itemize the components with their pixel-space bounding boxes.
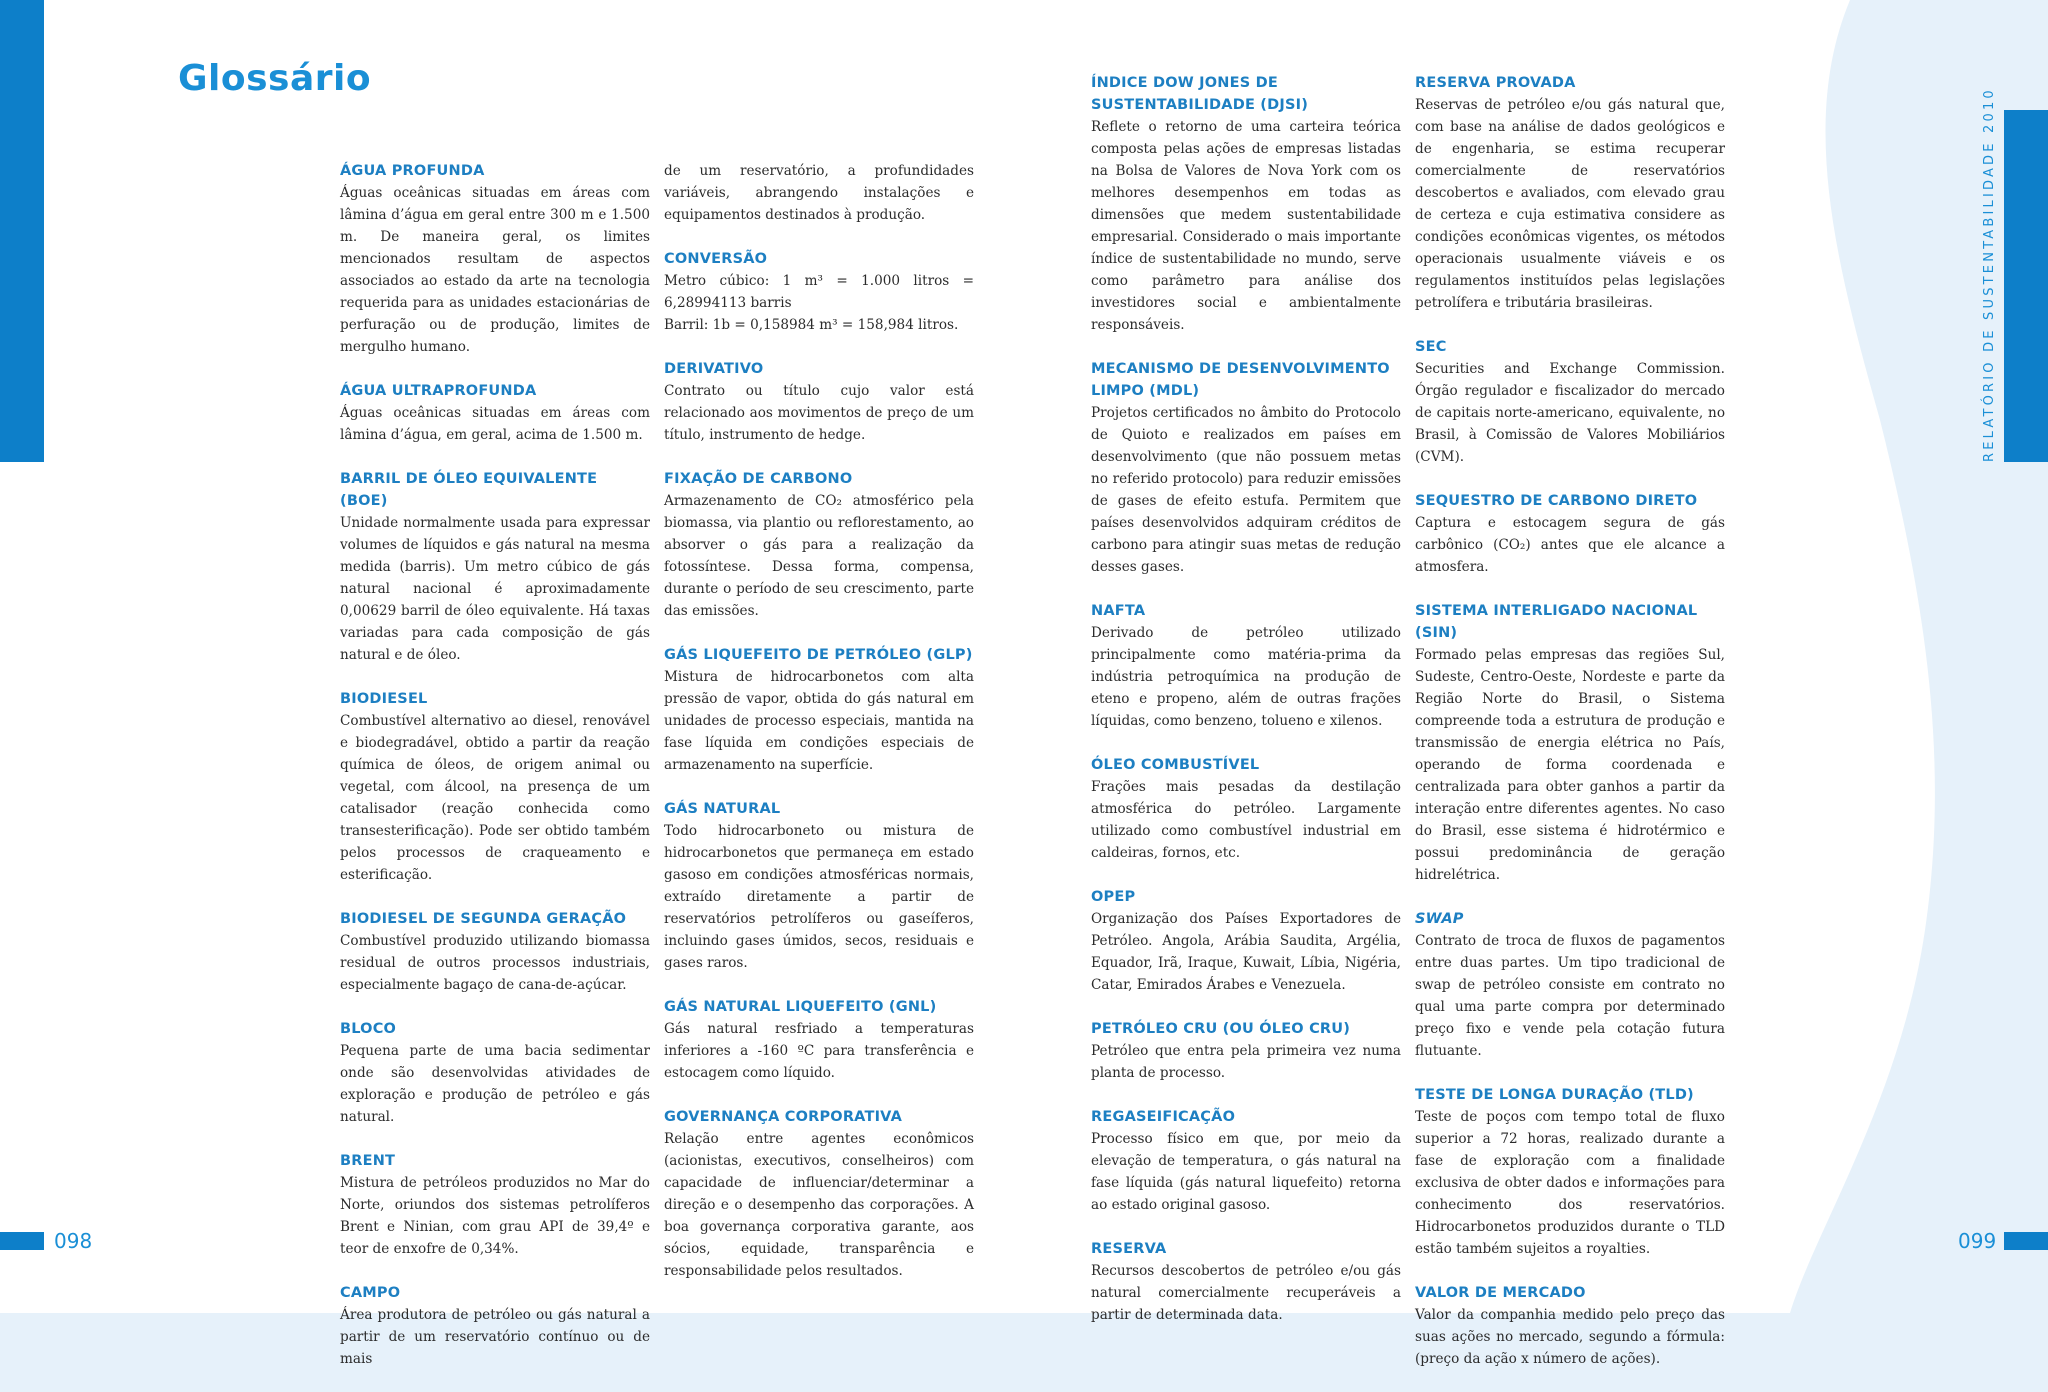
report-side-label: RELATÓRIO DE SUSTENTABILIDADE 2010	[1982, 87, 1997, 462]
glossary-definition: Mistura de hidrocarbonetos com alta pressão de vapor, obtida do gás natural em unidades de processo especiais, mantida na fase líquida em condições especiais de armazenamento na superfície.	[664, 669, 974, 773]
glossary-entry	[664, 248, 974, 336]
glossary-entry	[664, 468, 974, 622]
glossary-definition: Pequena parte de uma bacia sedimentar onde são desenvolvidas atividades de exploração e produção de petróleo e gás natural.	[340, 1043, 650, 1125]
glossary-definition: Securities and Exchange Commission. Órgão regulador e fiscalizador do mercado de capitais norte-americano, equivalente, no Brasil, à Comissão de Valores Mobiliários (CVM).	[1415, 361, 1725, 465]
glossary-definition: Relação entre agentes econômicos (acionistas, executivos, conselheiros) com capacidade de influenciar/determinar a direção e o desempenho das corporações. A boa governança corporativa garante, aos sócios, equidade, transparência e responsabilidade pelos resultados.	[664, 1131, 974, 1279]
glossary-entry	[1091, 358, 1401, 578]
glossary-entry	[1415, 908, 1725, 1062]
glossary-definition: Águas oceânicas situadas em áreas com lâmina d’água, em geral, acima de 1.500 m.	[340, 405, 650, 443]
glossary-term: BIODIESEL DE SEGUNDA GERAÇÃO	[340, 911, 627, 927]
glossary-entry	[340, 1018, 650, 1128]
glossary-term: GOVERNANÇA CORPORATIVA	[664, 1109, 903, 1125]
glossary-term: SEC	[1415, 339, 1447, 355]
column-2	[664, 160, 974, 1304]
glossary-entry	[664, 358, 974, 446]
column-1	[340, 160, 650, 1392]
glossary-definition: Captura e estocagem segura de gás carbônico (CO₂) antes que ele alcance a atmosfera.	[1415, 515, 1725, 575]
glossary-term: VALOR DE MERCADO	[1415, 1285, 1586, 1301]
glossary-term: CAMPO	[340, 1285, 401, 1301]
glossary-term: ÁGUA PROFUNDA	[340, 163, 485, 179]
glossary-definition: Frações mais pesadas da destilação atmosférica do petróleo. Largamente utilizado como combustível industrial em caldeiras, fornos, etc.	[1091, 779, 1401, 861]
glossary-term: ÓLEO COMBUSTÍVEL	[1091, 757, 1260, 773]
glossary-entry	[1091, 754, 1401, 864]
glossary-definition: Teste de poços com tempo total de fluxo superior a 72 horas, realizado durante a fase de exploração com a finalidade exclusiva de obter dados e informações para conhecimento dos reservatórios. Hidrocarbonetos produzidos durante o TLD estão também sujeitos a royalties.	[1415, 1109, 1725, 1257]
glossary-term: ÍNDICE DOW JONES DE SUSTENTABILIDADE (DJSI)	[1091, 75, 1309, 113]
glossary-entry	[340, 1282, 650, 1370]
glossary-entry	[340, 1150, 650, 1260]
column-3	[1091, 72, 1401, 1348]
glossary-entry	[1415, 600, 1725, 886]
glossary-term: RESERVA	[1091, 1241, 1167, 1257]
column-4	[1415, 72, 1725, 1392]
glossary-term: DERIVATIVO	[664, 361, 764, 377]
glossary-term: SISTEMA INTERLIGADO NACIONAL (SIN)	[1415, 603, 1698, 641]
glossary-entry	[1091, 72, 1401, 336]
glossary-entry	[340, 380, 650, 446]
glossary-term: NAFTA	[1091, 603, 1146, 619]
glossary-entry	[1415, 336, 1725, 468]
glossary-definition: Combustível alternativo ao diesel, renovável e biodegradável, obtido a partir da reação química de óleos, de origem animal ou vegetal, com álcool, na presença de um catalisador (reação conhecida como transesterificação). Pode ser obtido também pelos processos de craqueamento e esterificação.	[340, 713, 650, 883]
glossary-entry	[340, 908, 650, 996]
glossary-term: BIODIESEL	[340, 691, 428, 707]
glossary-definition: Contrato ou título cujo valor está relacionado aos movimentos de preço de um título, instrumento de hedge.	[664, 383, 974, 443]
glossary-definition: Petróleo que entra pela primeira vez numa planta de processo.	[1091, 1043, 1401, 1081]
glossary-term: SWAP	[1415, 911, 1464, 927]
glossary-definition: Gás natural resfriado a temperaturas inferiores a -160 ºC para transferência e estocagem como líquido.	[664, 1021, 974, 1081]
page-number-left: 098	[54, 1229, 93, 1253]
glossary-definition: Combustível produzido utilizando biomassa residual de outros processos industriais, especialmente bagaço de cana-de-açúcar.	[340, 933, 650, 993]
glossary-entry	[340, 688, 650, 886]
right-accent-bar	[2004, 110, 2048, 462]
glossary-entry	[664, 644, 974, 776]
glossary-definition: Águas oceânicas situadas em áreas com lâmina d’água em geral entre 300 m e 1.500 m. De maneira geral, os limites mencionados resultam de aspectos associados ao estado da arte na tecnologia requerida para as unidades estacionárias de perfuração ou de produção, limites de mergulho humano.	[340, 185, 650, 355]
glossary-definition: Projetos certificados no âmbito do Protocolo de Quioto e realizados em países em desenvolvimento (que não possuem metas no referido protocolo) para reduzir emissões de gases de efeito estufa. Permitem que países desenvolvidos adquiram créditos de carbono para atingir suas metas de redução desses gases.	[1091, 405, 1401, 575]
glossary-entry	[340, 160, 650, 358]
glossary-definition: Valor da companhia medido pelo preço das suas ações no mercado, segundo a fórmula: (preço da ação x número de ações).	[1415, 1307, 1725, 1367]
glossary-entry	[1091, 600, 1401, 732]
glossary-term: PETRÓLEO CRU (OU ÓLEO CRU)	[1091, 1021, 1351, 1037]
glossary-term: GÁS NATURAL	[664, 801, 781, 817]
glossary-term: FIXAÇÃO DE CARBONO	[664, 471, 853, 487]
page-number-right: 099	[1958, 1229, 1997, 1253]
page-title: Glossário	[178, 58, 372, 99]
glossary-entry	[664, 160, 974, 226]
glossary-definition: Reflete o retorno de uma carteira teórica composta pelas ações de empresas listadas na Bolsa de Valores de Nova York com os melhores desempenhos em todas as dimensões que medem sustentabilidade empresarial. Considerado o mais importante índice de sustentabilidade no mundo, serve como parâmetro para análise dos investidores social e ambientalmente responsáveis.	[1091, 119, 1401, 333]
glossary-entry	[664, 1106, 974, 1282]
glossary-term: BLOCO	[340, 1021, 397, 1037]
right-footer-bar	[2004, 1232, 2048, 1250]
glossary-term: BRENT	[340, 1153, 396, 1169]
glossary-entry	[1415, 1282, 1725, 1370]
glossary-term: SEQUESTRO DE CARBONO DIRETO	[1415, 493, 1698, 509]
glossary-term: REGASEIFICAÇÃO	[1091, 1109, 1236, 1125]
glossary-term: ÁGUA ULTRAPROFUNDA	[340, 383, 537, 399]
glossary-definition: Área produtora de petróleo ou gás natural a partir de um reservatório contínuo ou de mais	[340, 1307, 650, 1367]
glossary-definition: Processo físico em que, por meio da elevação de temperatura, o gás natural na fase líquida (gás natural liquefeito) retorna ao estado original gasoso.	[1091, 1131, 1401, 1213]
glossary-definition: Mistura de petróleos produzidos no Mar do Norte, oriundos dos sistemas petrolíferos Brent e Ninian, com grau API de 39,4º e teor de enxofre de 0,34%.	[340, 1175, 650, 1257]
glossary-definition: Organização dos Países Exportadores de Petróleo. Angola, Arábia Saudita, Argélia, Equador, Irã, Iraque, Kuwait, Líbia, Nigéria, Catar, Emirados Árabes e Venezuela.	[1091, 911, 1401, 993]
glossary-entry	[664, 798, 974, 974]
glossary-term: GÁS NATURAL LIQUEFEITO (GNL)	[664, 999, 937, 1015]
glossary-entry	[1091, 1106, 1401, 1216]
glossary-entry	[1091, 886, 1401, 996]
left-footer-bar	[0, 1232, 44, 1250]
glossary-entry	[1415, 490, 1725, 578]
glossary-entry	[1091, 1018, 1401, 1084]
glossary-term: TESTE DE LONGA DURAÇÃO (TLD)	[1415, 1087, 1694, 1103]
glossary-term: OPEP	[1091, 889, 1136, 905]
glossary-definition: Todo hidrocarboneto ou mistura de hidrocarbonetos que permaneça em estado gasoso em condições atmosféricas normais, extraído diretamente a partir de reservatórios petrolíferos ou gaseíferos, incluindo gases úmidos, secos, residuais e gases raros.	[664, 823, 974, 971]
glossary-definition: Reservas de petróleo e/ou gás natural que, com base na análise de dados geológicos e de engenharia, se estima recuperar comercialmente de reservatórios descobertos e avaliados, com elevado grau de certeza e cuja estimativa considere as condições econômicas vigentes, os métodos operacionais usualmente viáveis e os regulamentos instituídos pelas legislações petrolífera e tributária brasileiras.	[1415, 97, 1725, 311]
left-accent-bar	[0, 0, 44, 462]
continued-definition: de um reservatório, a profundidades variáveis, abrangendo instalações e equipamentos destinados à produção.	[664, 163, 974, 223]
glossary-term: GÁS LIQUEFEITO DE PETRÓLEO (GLP)	[664, 647, 973, 663]
glossary-term: RESERVA PROVADA	[1415, 75, 1576, 91]
glossary-definition: Unidade normalmente usada para expressar volumes de líquidos e gás natural na mesma medida (barris). Um metro cúbico de gás natural nacional é aproximadamente 0,00629 barril de óleo equivalente. Há taxas variadas para cada composição de gás natural e de óleo.	[340, 515, 650, 663]
glossary-definition: Recursos descobertos de petróleo e/ou gás natural comercialmente recuperáveis a partir de determinada data.	[1091, 1263, 1401, 1323]
glossary-definition: Formado pelas empresas das regiões Sul, Sudeste, Centro-Oeste, Nordeste e parte da Região Norte do Brasil, o Sistema compreende toda a estrutura de produção e transmissão de energia elétrica no País, operando de forma coordenada e centralizada para obter ganhos a partir da interação entre diferentes agentes. No caso do Brasil, esse sistema é hidrotérmico e possui predominância de geração hidrelétrica.	[1415, 647, 1725, 883]
glossary-term: BARRIL DE ÓLEO EQUIVALENTE (BOE)	[340, 471, 598, 509]
glossary-entry	[1415, 1084, 1725, 1260]
glossary-term: MECANISMO DE DESENVOLVIMENTO LIMPO (MDL)	[1091, 361, 1390, 399]
glossary-entry	[1415, 72, 1725, 314]
glossary-term: CONVERSÃO	[664, 251, 768, 267]
glossary-definition: Armazenamento de CO₂ atmosférico pela biomassa, via plantio ou reflorestamento, ao absorver o gás para a realização da fotossíntese. Dessa forma, compensa, durante o período de seu crescimento, parte das emissões.	[664, 493, 974, 619]
glossary-entry	[340, 468, 650, 666]
glossary-definition: Derivado de petróleo utilizado principalmente como matéria-prima da indústria petroquímica na produção de eteno e propeno, além de outras frações líquidas, como benzeno, tolueno e xilenos.	[1091, 625, 1401, 729]
glossary-definition: Metro cúbico: 1 m³ = 1.000 litros = 6,28994113 barris Barril: 1b = 0,158984 m³ = 158,984 litros.	[664, 273, 974, 333]
glossary-entry	[664, 996, 974, 1084]
glossary-definition: Contrato de troca de fluxos de pagamentos entre duas partes. Um tipo tradicional de swap de petróleo consiste em contrato no qual uma parte compra por determinado preço fixo e vende pela cotação futura flutuante.	[1415, 933, 1725, 1059]
